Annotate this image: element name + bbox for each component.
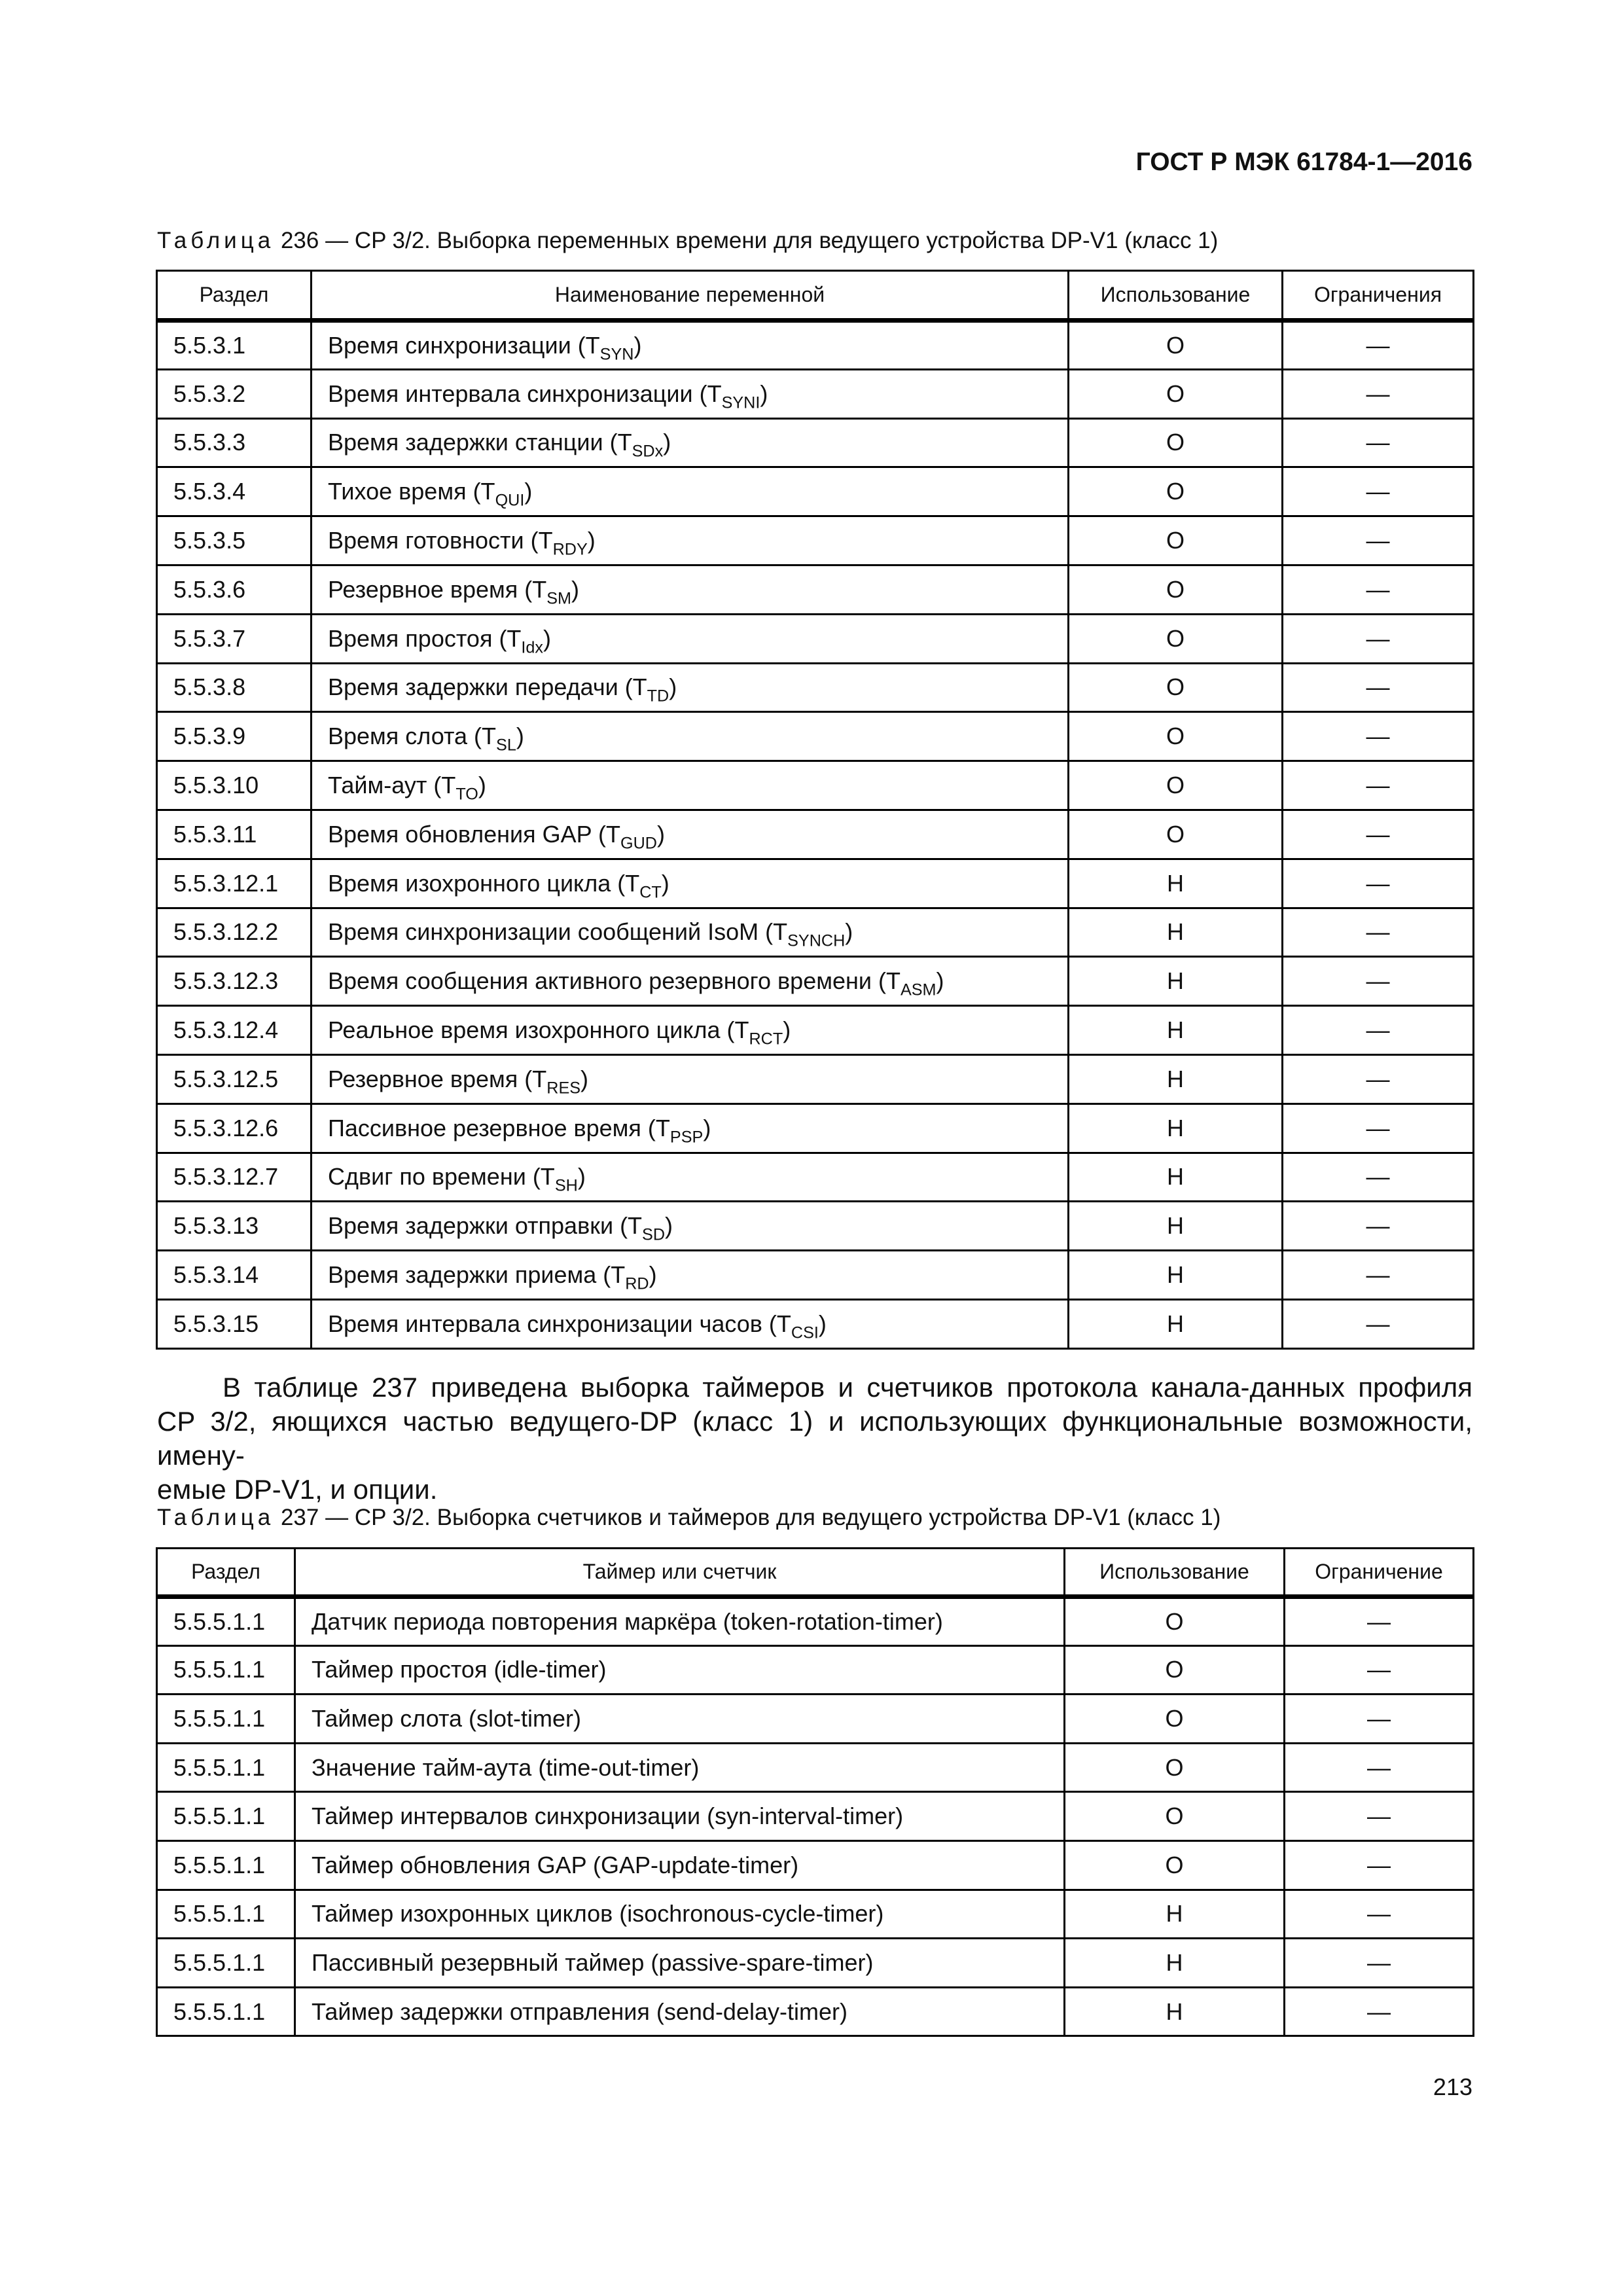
usage-cell: H (1069, 859, 1283, 908)
variable-name-tail: ) (577, 1163, 586, 1191)
document-header: ГОСТ Р МЭК 61784-1—2016 (1135, 148, 1472, 176)
usage-cell: O (1069, 369, 1283, 418)
variable-name-text: Резервное время (T (328, 1065, 547, 1092)
timer-name-cell: Таймер простоя (idle-timer) (295, 1645, 1065, 1695)
usage-cell: H (1069, 1054, 1283, 1103)
limit-cell: — (1283, 1153, 1474, 1202)
variable-name-tail: ) (669, 673, 677, 701)
section-cell: 5.5.3.12.2 (157, 908, 312, 957)
variable-name-cell (312, 369, 1069, 418)
variable-name-cell (312, 663, 1069, 712)
variable-name-text: Резервное время (T (328, 575, 547, 603)
usage-cell: O (1065, 1597, 1285, 1646)
variable-name-tail: ) (845, 918, 853, 946)
limit-cell: — (1285, 1987, 1474, 2036)
table-row (157, 1299, 1474, 1348)
variable-name-tail: ) (783, 1016, 791, 1044)
section-cell: 5.5.3.12.7 (157, 1153, 312, 1202)
variable-name-cell (312, 516, 1069, 565)
limit-cell: — (1283, 418, 1474, 467)
section-cell: 5.5.3.5 (157, 516, 312, 565)
table-row (157, 1840, 1474, 1890)
variable-name-tail: ) (633, 331, 642, 359)
section-cell: 5.5.5.1.1 (157, 1840, 295, 1890)
table-row (157, 1202, 1474, 1251)
section-cell: 5.5.5.1.1 (157, 1987, 295, 2036)
timer-name-cell: Таймер задержки отправления (send-delay-timer) (295, 1987, 1065, 2036)
variable-subscript: CSI (791, 1323, 819, 1342)
usage-cell: O (1069, 418, 1283, 467)
table-row (157, 1792, 1474, 1841)
table-row (157, 1987, 1474, 2036)
variable-name-text: Время задержки станции (T (328, 429, 632, 456)
page-number: 213 (1433, 2073, 1472, 2100)
variable-subscript: SL (496, 736, 516, 755)
variable-subscript: TO (455, 785, 478, 804)
section-cell: 5.5.5.1.1 (157, 1939, 295, 1988)
variable-subscript: SH (554, 1177, 578, 1195)
usage-cell: H (1069, 1251, 1283, 1300)
table-row (157, 1695, 1474, 1744)
limit-cell: — (1283, 1251, 1474, 1300)
variable-name-text: Время интервала синхронизации (T (328, 380, 722, 407)
usage-cell: O (1065, 1792, 1285, 1841)
variable-name-cell (312, 418, 1069, 467)
table-row (157, 1939, 1474, 1988)
column-header-variable-name: Наименование переменной (312, 271, 1069, 321)
table-row (157, 516, 1474, 565)
limit-cell: — (1283, 467, 1474, 516)
variable-subscript: TD (647, 687, 669, 706)
section-cell: 5.5.3.11 (157, 810, 312, 859)
variable-subscript: SDx (632, 442, 664, 461)
variable-name-cell (312, 859, 1069, 908)
limit-cell: — (1283, 1054, 1474, 1103)
variable-name-cell (312, 810, 1069, 859)
paragraph-line-1: В таблице 237 приведена выборка таймеров и счетчиков протокола канала-данных профиля (223, 1372, 1472, 1403)
variable-name-tail: ) (587, 527, 596, 554)
usage-cell: O (1065, 1645, 1285, 1695)
variable-name-cell (312, 957, 1069, 1006)
variable-name-cell (312, 1103, 1069, 1153)
variable-subscript: SYN (599, 345, 634, 364)
variable-name-tail: ) (524, 478, 533, 505)
variable-name-text: Время готовности (T (328, 527, 553, 554)
table-row (157, 1153, 1474, 1202)
variable-name-tail: ) (703, 1114, 711, 1141)
limit-cell: — (1283, 859, 1474, 908)
limit-cell: — (1283, 1299, 1474, 1348)
variable-name-tail: ) (760, 380, 768, 407)
variable-name-cell (312, 761, 1069, 810)
timer-name-cell: Таймер интервалов синхронизации (syn-interval-timer) (295, 1792, 1065, 1841)
usage-cell: O (1065, 1840, 1285, 1890)
variable-name-cell (312, 1054, 1069, 1103)
variable-subscript: RES (546, 1079, 581, 1098)
table-row (157, 810, 1474, 859)
table-236-body (157, 321, 1474, 1349)
column-header-usage: Использование (1065, 1549, 1285, 1597)
section-cell: 5.5.3.4 (157, 467, 312, 516)
variable-name-cell (312, 1299, 1069, 1348)
usage-cell: O (1065, 1743, 1285, 1792)
variable-name-cell (312, 321, 1069, 370)
section-cell: 5.5.3.9 (157, 712, 312, 761)
variable-name-tail: ) (649, 1261, 657, 1289)
variable-name-tail: ) (571, 575, 580, 603)
timer-name-cell: Датчик периода повторения маркёра (token-rotation-timer) (295, 1597, 1065, 1646)
table-row (157, 1597, 1474, 1646)
usage-cell: O (1069, 321, 1283, 370)
table-row (157, 565, 1474, 614)
section-cell: 5.5.3.12.6 (157, 1103, 312, 1153)
table-row (157, 1054, 1474, 1103)
usage-cell: O (1069, 761, 1283, 810)
variable-name-text: Время интервала синхронизации часов (T (328, 1310, 791, 1337)
variable-subscript: GUD (620, 834, 657, 853)
column-header-section: Раздел (157, 271, 312, 321)
usage-cell: H (1069, 1006, 1283, 1055)
section-cell: 5.5.5.1.1 (157, 1792, 295, 1841)
limit-cell: — (1283, 1202, 1474, 1251)
usage-cell: H (1069, 1103, 1283, 1153)
table-237 (156, 1547, 1474, 2037)
variable-subscript: SYNI (721, 393, 760, 412)
variable-name-cell (312, 565, 1069, 614)
table-236-title: 236 — CP 3/2. Выборка переменных времени для ведущего устройства DP-V1 (класс 1) (280, 228, 1219, 253)
variable-name-tail: ) (818, 1310, 827, 1337)
usage-cell: O (1065, 1695, 1285, 1744)
limit-cell: — (1283, 321, 1474, 370)
section-cell: 5.5.3.1 (157, 321, 312, 370)
variable-name-tail: ) (543, 624, 552, 652)
paragraph-line-2: CP 3/2, яющихся частью ведущего-DP (класс 1) и использующих функциональные возможности, имену- (157, 1406, 1472, 1471)
table-237-body (157, 1597, 1474, 2036)
section-cell: 5.5.3.14 (157, 1251, 312, 1300)
usage-cell: O (1069, 565, 1283, 614)
variable-subscript: ASM (900, 980, 936, 999)
variable-name-tail: ) (478, 772, 486, 799)
limit-cell: — (1285, 1695, 1474, 1744)
table-237-header-row (157, 1549, 1474, 1597)
limit-cell: — (1283, 516, 1474, 565)
table-row (157, 761, 1474, 810)
usage-cell: O (1069, 810, 1283, 859)
limit-cell: — (1283, 1103, 1474, 1153)
table-row (157, 321, 1474, 370)
usage-cell: O (1069, 663, 1283, 712)
table-row (157, 1103, 1474, 1153)
limit-cell: — (1283, 565, 1474, 614)
timer-name-cell: Значение тайм-аута (time-out-timer) (295, 1743, 1065, 1792)
limit-cell: — (1285, 1597, 1474, 1646)
usage-cell: H (1069, 1153, 1283, 1202)
timer-name-cell: Таймер обновления GAP (GAP-update-timer) (295, 1840, 1065, 1890)
variable-name-cell (312, 1251, 1069, 1300)
table-236-caption (157, 226, 1218, 255)
usage-cell: H (1069, 908, 1283, 957)
table-row (157, 908, 1474, 957)
usage-cell: O (1069, 712, 1283, 761)
variable-subscript: RD (625, 1274, 649, 1293)
section-cell: 5.5.3.8 (157, 663, 312, 712)
limit-cell: — (1285, 1792, 1474, 1841)
limit-cell: — (1283, 957, 1474, 1006)
table-row (157, 1645, 1474, 1695)
section-cell: 5.5.3.15 (157, 1299, 312, 1348)
limit-cell: — (1285, 1743, 1474, 1792)
variable-name-text: Время слота (T (328, 723, 497, 750)
limit-cell: — (1285, 1645, 1474, 1695)
limit-cell: — (1283, 663, 1474, 712)
variable-name-text: Время задержки передачи (T (328, 673, 647, 701)
section-cell: 5.5.5.1.1 (157, 1743, 295, 1792)
variable-name-text: Пассивное резервное время (T (328, 1114, 670, 1141)
table-row (157, 712, 1474, 761)
limit-cell: — (1283, 1006, 1474, 1055)
section-cell: 5.5.5.1.1 (157, 1597, 295, 1646)
section-cell: 5.5.3.12.5 (157, 1054, 312, 1103)
variable-name-cell (312, 1202, 1069, 1251)
section-cell: 5.5.3.13 (157, 1202, 312, 1251)
table-236-header-row (157, 271, 1474, 321)
variable-name-text: Время сообщения активного резервного времени (T (328, 967, 901, 995)
section-cell: 5.5.3.6 (157, 565, 312, 614)
usage-cell: O (1069, 614, 1283, 663)
usage-cell: O (1069, 516, 1283, 565)
variable-name-cell (312, 1153, 1069, 1202)
variable-name-tail: ) (665, 1212, 673, 1240)
timer-name-cell: Таймер слота (slot-timer) (295, 1695, 1065, 1744)
limit-cell: — (1283, 369, 1474, 418)
column-header-section: Раздел (157, 1549, 295, 1597)
timer-name-cell: Пассивный резервный таймер (passive-spare-timer) (295, 1939, 1065, 1988)
section-cell: 5.5.3.7 (157, 614, 312, 663)
usage-cell: H (1069, 1299, 1283, 1348)
variable-name-text: Тихое время (T (328, 478, 495, 505)
section-cell: 5.5.3.10 (157, 761, 312, 810)
variable-name-text: Время задержки отправки (T (328, 1212, 643, 1240)
column-header-limits: Ограничения (1283, 271, 1474, 321)
section-cell: 5.5.3.12.1 (157, 859, 312, 908)
variable-name-tail: ) (663, 429, 671, 456)
variable-subscript: Idx (521, 638, 544, 657)
variable-subscript: SD (642, 1225, 666, 1244)
section-cell: 5.5.5.1.1 (157, 1695, 295, 1744)
table-row (157, 614, 1474, 663)
paragraph-line-3: емые DP-V1, и опции. (157, 1474, 438, 1505)
limit-cell: — (1283, 614, 1474, 663)
variable-subscript: SYNCH (787, 932, 846, 951)
variable-name-text: Время простоя (T (328, 624, 522, 652)
variable-name-tail: ) (580, 1065, 589, 1092)
variable-name-text: Сдвиг по времени (T (328, 1163, 555, 1191)
variable-name-cell (312, 908, 1069, 957)
variable-subscript: CT (639, 883, 662, 902)
section-cell: 5.5.3.12.3 (157, 957, 312, 1006)
table-row (157, 1890, 1474, 1939)
variable-name-text: Время изохронного цикла (T (328, 869, 640, 897)
variable-subscript: RDY (552, 540, 588, 559)
variable-name-tail: ) (516, 723, 524, 750)
variable-name-cell (312, 467, 1069, 516)
table-row (157, 859, 1474, 908)
variable-name-text: Время синхронизации (T (328, 331, 600, 359)
section-cell: 5.5.3.3 (157, 418, 312, 467)
usage-cell: O (1069, 467, 1283, 516)
variable-subscript: PSP (669, 1128, 704, 1147)
table-237-title: 237 — CP 3/2. Выборка счетчиков и таймеров для ведущего устройства DP-V1 (класс 1) (280, 1505, 1221, 1530)
variable-subscript: RCT (749, 1030, 783, 1049)
table-row (157, 418, 1474, 467)
table-row (157, 663, 1474, 712)
table-row (157, 1743, 1474, 1792)
table-237-caption (157, 1503, 1221, 1532)
usage-cell: H (1069, 1202, 1283, 1251)
variable-subscript: QUI (495, 491, 525, 510)
table-row (157, 369, 1474, 418)
table-236-label: Таблица (157, 228, 275, 253)
limit-cell: — (1285, 1939, 1474, 1988)
table-row (157, 1251, 1474, 1300)
variable-subscript: SM (546, 589, 572, 608)
variable-name-text: Время синхронизации сообщений IsoM (T (328, 918, 788, 946)
variable-name-text: Реальное время изохронного цикла (T (328, 1016, 749, 1044)
variable-name-cell (312, 1006, 1069, 1055)
table-row (157, 467, 1474, 516)
column-header-timer-or-counter: Таймер или счетчик (295, 1549, 1065, 1597)
variable-name-text: Время обновления GAP (T (328, 820, 621, 848)
variable-name-tail: ) (936, 967, 944, 995)
body-paragraph (157, 1371, 1472, 1507)
variable-name-text: Время задержки приема (T (328, 1261, 626, 1289)
table-237-label: Таблица (157, 1505, 275, 1530)
usage-cell: H (1065, 1890, 1285, 1939)
usage-cell: H (1065, 1987, 1285, 2036)
limit-cell: — (1285, 1890, 1474, 1939)
limit-cell: — (1283, 761, 1474, 810)
variable-name-cell (312, 614, 1069, 663)
limit-cell: — (1283, 810, 1474, 859)
table-row (157, 1006, 1474, 1055)
section-cell: 5.5.5.1.1 (157, 1645, 295, 1695)
timer-name-cell: Таймер изохронных циклов (isochronous-cycle-timer) (295, 1890, 1065, 1939)
variable-name-text: Тайм-аут (T (328, 772, 456, 799)
variable-name-tail: ) (661, 869, 669, 897)
section-cell: 5.5.5.1.1 (157, 1890, 295, 1939)
limit-cell: — (1283, 712, 1474, 761)
section-cell: 5.5.3.2 (157, 369, 312, 418)
variable-name-tail: ) (657, 820, 665, 848)
limit-cell: — (1285, 1840, 1474, 1890)
table-236 (156, 270, 1474, 1350)
limit-cell: — (1283, 908, 1474, 957)
table-row (157, 957, 1474, 1006)
usage-cell: H (1065, 1939, 1285, 1988)
column-header-limit: Ограничение (1285, 1549, 1474, 1597)
column-header-usage: Использование (1069, 271, 1283, 321)
variable-name-cell (312, 712, 1069, 761)
usage-cell: H (1069, 957, 1283, 1006)
section-cell: 5.5.3.12.4 (157, 1006, 312, 1055)
